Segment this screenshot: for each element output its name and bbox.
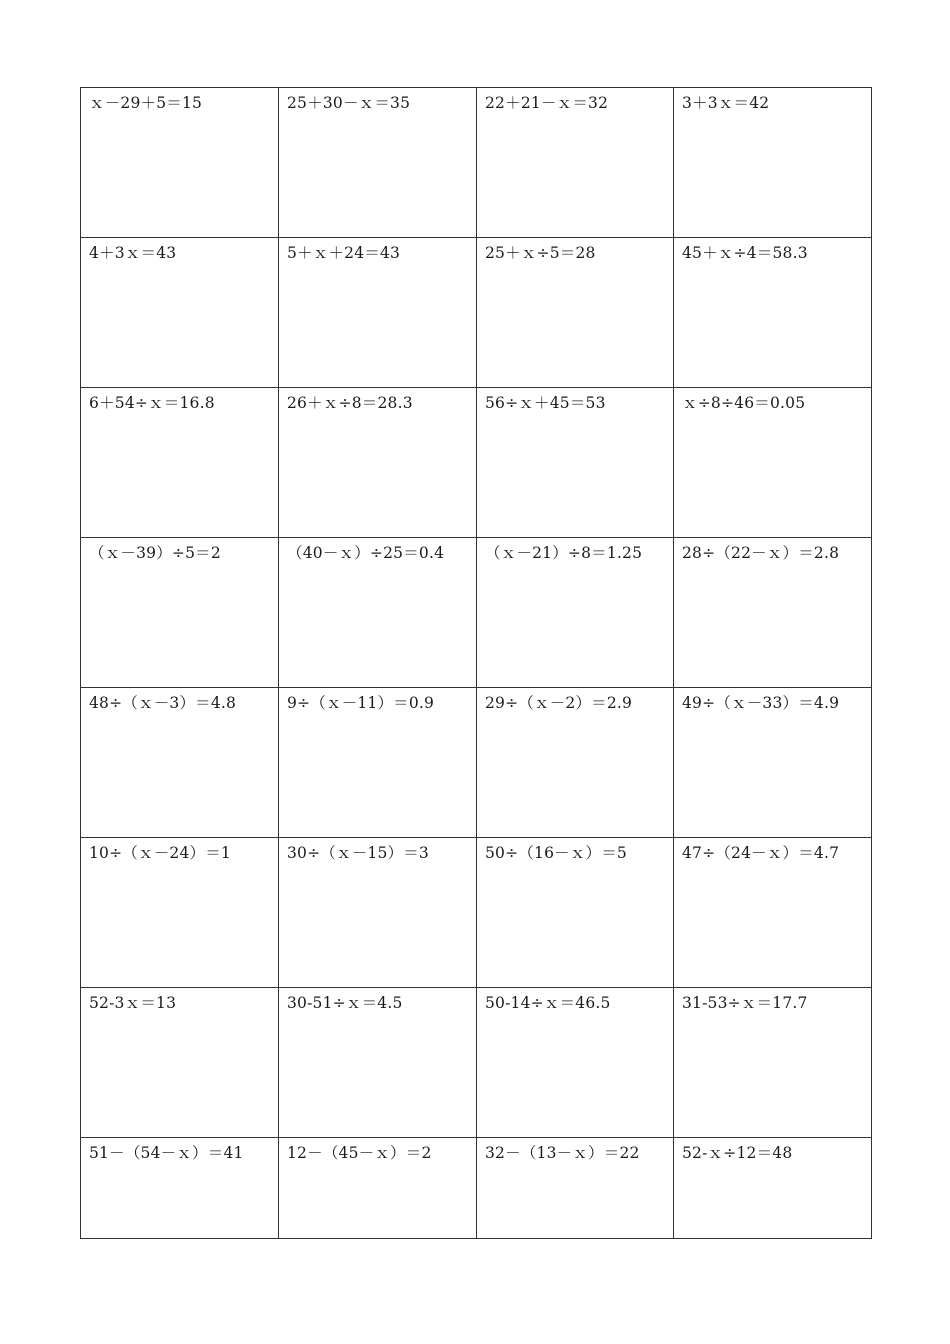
equation-cell [279, 88, 477, 238]
equation-text: 28÷（22－ｘ）＝2.8 [682, 544, 840, 562]
worksheet-row [81, 88, 872, 238]
equation-text: 4＋3ｘ＝43 [89, 244, 177, 262]
equation-text: 51－（54－ｘ）＝41 [89, 1144, 244, 1162]
equation-text: 12－（45－ｘ）＝2 [287, 1144, 432, 1162]
equation-cell [674, 688, 872, 838]
equation-text: （ｘ－39）÷5＝2 [89, 544, 221, 562]
equation-cell [81, 538, 279, 688]
equation-cell [81, 238, 279, 388]
equation-text: 5＋ｘ＋24＝43 [287, 244, 401, 262]
equation-text: 25＋ｘ÷5＝28 [485, 244, 596, 262]
equation-cell [674, 238, 872, 388]
equation-cell [279, 538, 477, 688]
equation-cell [279, 238, 477, 388]
equation-text: 31-53÷ｘ＝17.7 [682, 994, 808, 1012]
equation-text: 50-14÷ｘ＝46.5 [485, 994, 611, 1012]
worksheet-row [81, 238, 872, 388]
equation-text: 26＋ｘ÷8＝28.3 [287, 394, 413, 412]
equation-cell [279, 688, 477, 838]
equation-cell [81, 988, 279, 1138]
equation-cell [279, 388, 477, 538]
equation-cell [674, 88, 872, 238]
equation-cell [81, 838, 279, 988]
worksheet-row [81, 388, 872, 538]
equation-cell [674, 1138, 872, 1239]
equation-text: 10÷（ｘ－24）＝1 [89, 844, 231, 862]
worksheet-row [81, 1138, 872, 1239]
equation-text: 9÷（ｘ－11）＝0.9 [287, 694, 435, 712]
equation-cell [674, 838, 872, 988]
equation-text: 56÷ｘ＋45＝53 [485, 394, 606, 412]
equation-text: 47÷（24－ｘ）＝4.7 [682, 844, 840, 862]
equation-text: 22＋21－ｘ＝32 [485, 94, 609, 112]
equation-text: 52-ｘ÷12＝48 [682, 1144, 793, 1162]
equation-cell [279, 838, 477, 988]
equation-text: 6＋54÷ｘ＝16.8 [89, 394, 215, 412]
equation-cell [477, 688, 674, 838]
equation-text: 50÷（16－ｘ）＝5 [485, 844, 627, 862]
worksheet-row [81, 838, 872, 988]
equation-cell [81, 88, 279, 238]
equation-text: 29÷（ｘ－2）＝2.9 [485, 694, 633, 712]
worksheet-row [81, 688, 872, 838]
equation-cell [477, 88, 674, 238]
worksheet-row [81, 988, 872, 1138]
equation-cell [477, 838, 674, 988]
equation-text: 52-3ｘ＝13 [89, 994, 177, 1012]
worksheet-row [81, 538, 872, 688]
equation-text: 30-51÷ｘ＝4.5 [287, 994, 403, 1012]
equation-text: （ｘ－21）÷8＝1.25 [485, 544, 643, 562]
equation-cell [477, 238, 674, 388]
equation-text: 48÷（ｘ－3）＝4.8 [89, 694, 237, 712]
equation-cell [279, 1138, 477, 1239]
equation-cell [477, 388, 674, 538]
equation-text: 25＋30－ｘ＝35 [287, 94, 411, 112]
equation-cell [81, 688, 279, 838]
equation-cell [81, 1138, 279, 1239]
equation-cell [477, 538, 674, 688]
equation-cell [674, 538, 872, 688]
equation-text: 3＋3ｘ＝42 [682, 94, 770, 112]
equation-text: 32－（13－ｘ）＝22 [485, 1144, 640, 1162]
equation-cell [81, 388, 279, 538]
equation-text: 30÷（ｘ－15）＝3 [287, 844, 429, 862]
equation-text: ｘ－29＋5＝15 [89, 94, 203, 112]
equation-text: （40－ｘ）÷25＝0.4 [287, 544, 445, 562]
equation-cell [674, 388, 872, 538]
equation-cell [674, 988, 872, 1138]
equation-text: ｘ÷8÷46＝0.05 [682, 394, 806, 412]
equation-text: 45＋ｘ÷4＝58.3 [682, 244, 808, 262]
equation-cell [477, 1138, 674, 1239]
equation-cell [477, 988, 674, 1138]
equation-worksheet-table [80, 87, 872, 1239]
equation-cell [279, 988, 477, 1138]
equation-text: 49÷（ｘ－33）＝4.9 [682, 694, 840, 712]
